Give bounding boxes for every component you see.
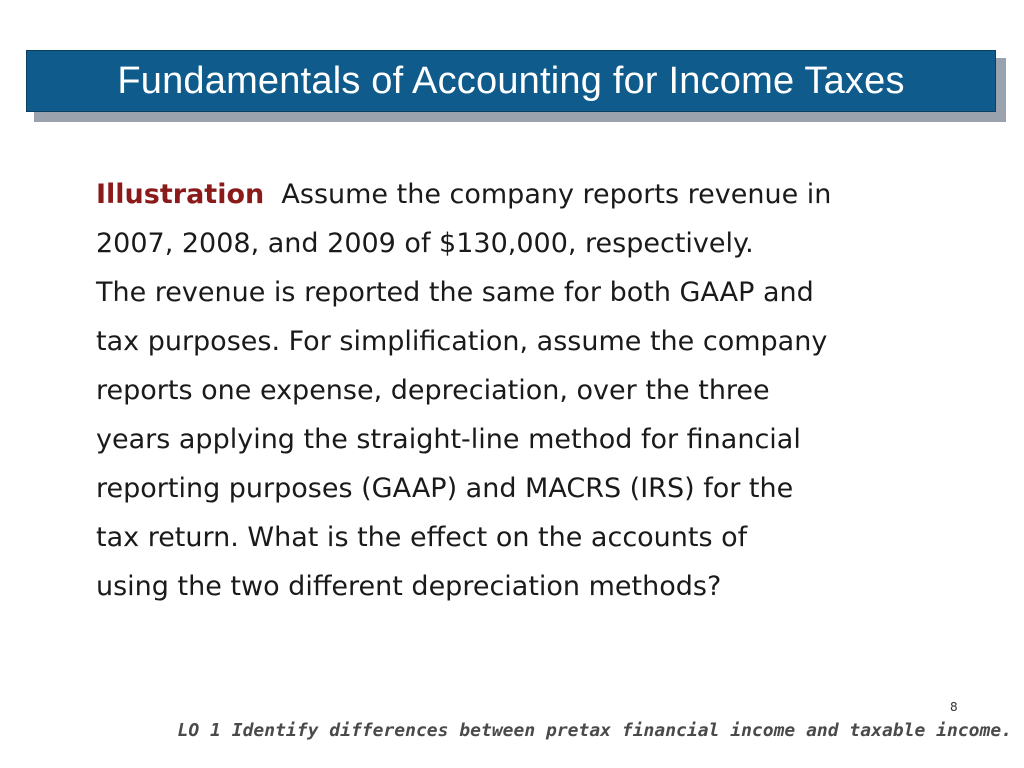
body-line-3: The revenue is reported the same for both GAAP and [96, 277, 814, 308]
body-line-1 [96, 170, 966, 219]
title-bar [26, 50, 996, 112]
learning-objective-footer: LO 1 Identify differences between pretax financial income and taxable income. [177, 720, 1012, 741]
body-line-4: tax purposes. For simplification, assume the company [96, 326, 828, 357]
slide-body [96, 170, 966, 611]
illustration-label: Illustration [96, 179, 265, 210]
body-line-6: years applying the straight-line method for financial [96, 424, 801, 455]
body-line-7: reporting purposes (GAAP) and MACRS (IRS) for the [96, 473, 794, 504]
slide-title: Fundamentals of Accounting for Income Taxes [117, 59, 905, 102]
slide-number: 8 [950, 700, 958, 714]
body-line-8: tax return. What is the effect on the accounts of [96, 522, 748, 553]
body-line-9: using the two different depreciation methods? [96, 571, 722, 602]
body-line-5: reports one expense, depreciation, over the three [96, 375, 770, 406]
body-line-2: 2007, 2008, and 2009 of $130,000, respectively. [96, 228, 754, 259]
body-line-text: Assume the company reports revenue in [281, 179, 832, 210]
